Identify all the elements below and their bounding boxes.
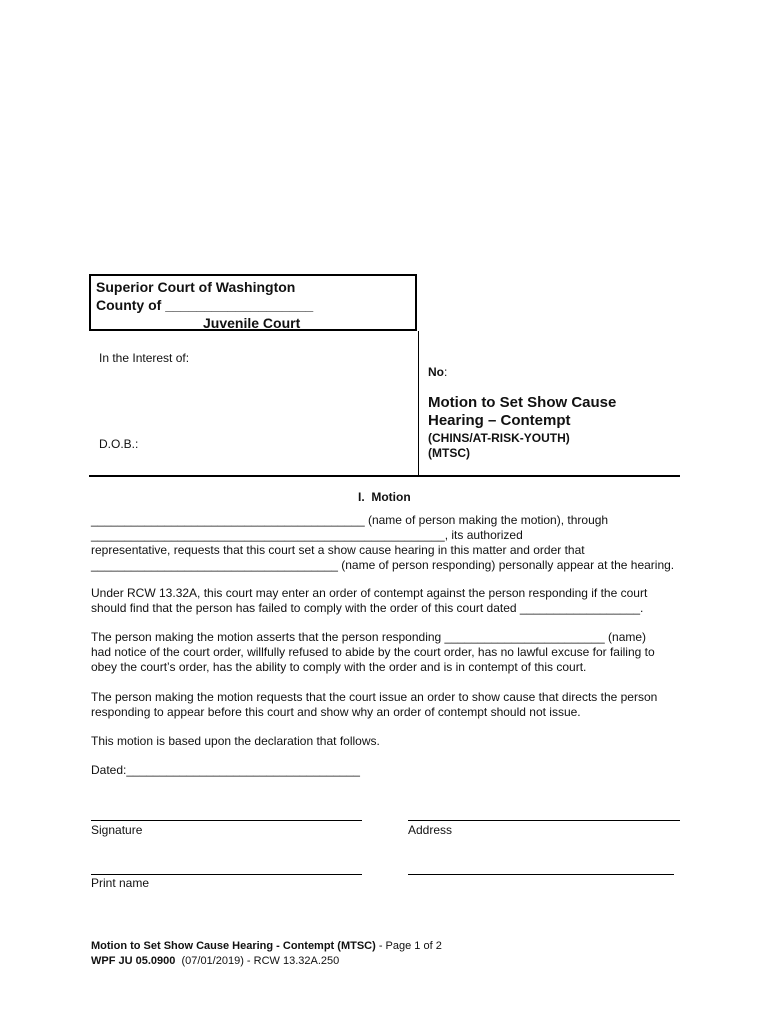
interest-of-label: In the Interest of: — [99, 351, 190, 365]
dated-field: Dated:___________________________________ — [91, 763, 360, 777]
p3-line3: obey the court’s order, has the ability to comply with the order and is in contempt of this court. — [91, 660, 587, 674]
footer-page: - Page 1 of 2 — [375, 940, 442, 952]
p1-line4: _____________________________________ (name of person responding) personally appear at the hearing. — [91, 558, 675, 572]
document-subtitle-line1: (CHINS/AT-RISK-YOUTH) — [428, 431, 570, 445]
p3-line2: had notice of the court order, willfully refused to abide by the court order, has no lawful excuse for failing to — [91, 645, 655, 659]
caption-bottom-rule — [89, 475, 680, 477]
paragraph-assertion — [91, 630, 683, 675]
case-number-text: No — [428, 365, 444, 379]
dob-label: D.O.B.: — [99, 437, 139, 451]
case-number-colon: : — [444, 365, 448, 379]
document-title-line2: Hearing – Contempt — [428, 412, 571, 429]
case-number-label — [428, 365, 447, 379]
footer-line2 — [91, 955, 339, 967]
p2-line2: should find that the person has failed to comply with the order of this court dated __________________. — [91, 601, 644, 615]
paragraph-rcw — [91, 586, 683, 616]
document-title-line1: Motion to Set Show Cause — [428, 394, 617, 411]
paragraph-request — [91, 513, 683, 573]
signature-line — [91, 820, 362, 821]
document-subtitle-line2: (MTSC) — [428, 446, 470, 460]
footer-line1 — [91, 940, 442, 952]
court-name: Superior Court of Washington — [96, 279, 296, 295]
p3-line1: The person making the motion asserts that the person responding ________________________ (name) — [91, 630, 647, 644]
address-label: Address — [408, 823, 453, 837]
address-line-2 — [408, 874, 674, 875]
signature-label: Signature — [91, 823, 143, 837]
p1-line3: representative, requests that this court set a show cause hearing in this matter and order that — [91, 543, 585, 557]
p5-line1: This motion is based upon the declaration that follows. — [91, 734, 380, 748]
print-name-label: Print name — [91, 876, 150, 890]
paragraph-basis — [91, 734, 683, 749]
print-name-line — [91, 874, 362, 875]
address-line — [408, 820, 680, 821]
p1-line1: _________________________________________ (name of person making the motion), through — [91, 513, 609, 527]
section-heading: I. Motion — [358, 490, 411, 504]
juvenile-court-label: Juvenile Court — [203, 315, 301, 331]
p4-line2: responding to appear before this court and show why an order of contempt should not issue. — [91, 705, 581, 719]
p1-line2: _____________________________________________________, its authorized — [91, 528, 523, 542]
paragraph-order-request — [91, 690, 683, 720]
p4-line1: The person making the motion requests that the court issue an order to show cause that directs the person — [91, 690, 658, 704]
footer-date-rcw: (07/01/2019) - RCW 13.32A.250 — [175, 955, 340, 967]
p2-line1: Under RCW 13.32A, this court may enter an order of contempt against the person responding if the court — [91, 586, 648, 600]
footer-title: Motion to Set Show Cause Hearing - Contempt (MTSC) — [91, 940, 376, 952]
county-line: County of ___________________ — [96, 297, 314, 313]
caption-divider — [418, 331, 419, 476]
footer-form-number: WPF JU 05.0900 — [91, 955, 176, 967]
